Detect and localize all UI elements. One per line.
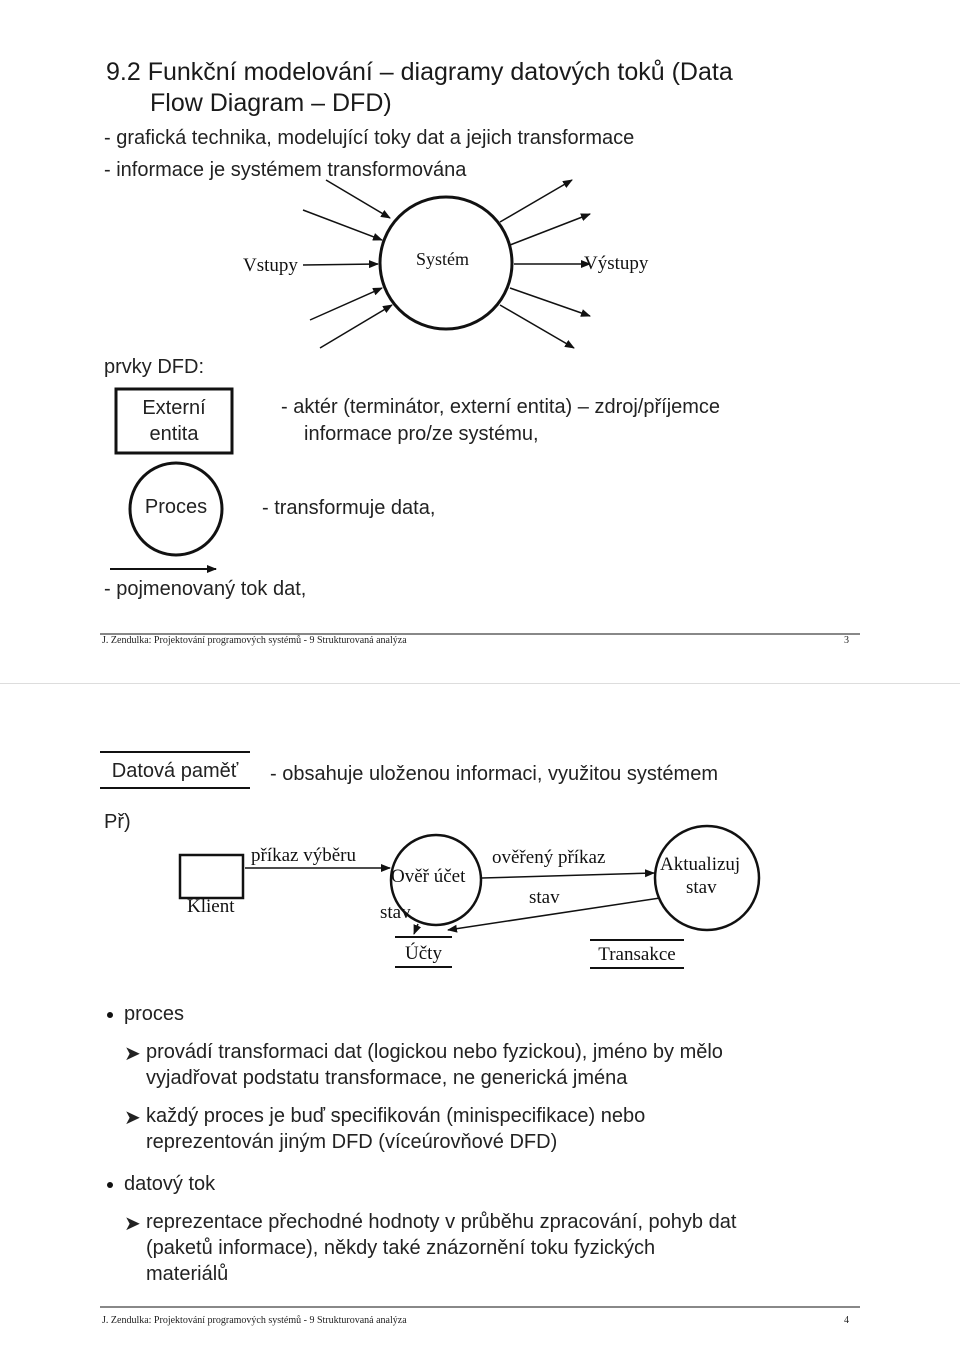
dataflow-heading: datový tok — [124, 1173, 216, 1195]
process-desc: - transformuje data, — [262, 497, 436, 519]
external-entity-line1: Externí — [142, 397, 206, 419]
footer-text-1: J. Zendulka: Projektování programových systémů - 9 Strukturovaná analýza — [102, 635, 407, 646]
external-entity-desc-2: informace pro/ze systému, — [304, 423, 539, 445]
page-number-2: 4 — [844, 1315, 849, 1326]
accounts-store-label: Účty — [405, 943, 442, 964]
flow-select-cmd-label: příkaz výběru — [251, 845, 356, 866]
process-heading: proces — [124, 1003, 185, 1025]
data-store-label: Datová paměť — [111, 760, 239, 782]
example-heading: Př) — [104, 811, 131, 833]
arrow-bullet-icon: ➤ — [124, 1213, 141, 1235]
dataflow-point-1-line2: (paketů informace), někdy také znázornění toku fyzických — [146, 1237, 656, 1259]
client-box — [180, 855, 243, 898]
output-arrows — [500, 180, 590, 348]
bullet-dot-dataflow — [107, 1182, 113, 1188]
flow-desc: - pojmenovaný tok dat, — [104, 578, 307, 600]
flow-verified-cmd-arrow — [482, 873, 654, 878]
dataflow-point-1-line1: reprezentace přechodné hodnoty v průběhu zpracování, pohyb dat — [146, 1211, 737, 1233]
flow-state-2-label: stav — [529, 887, 560, 908]
system-label: Systém — [416, 249, 470, 269]
process-point-2-line1: každý proces je buď specifikován (minispecifikace) nebo — [146, 1105, 646, 1127]
dataflow-point-1-line3: materiálů — [146, 1263, 229, 1285]
external-entity-desc-1: - aktér (terminátor, externí entita) – zdroj/příjemce — [281, 396, 721, 418]
flow-verified-cmd-label: ověřený příkaz — [492, 847, 606, 868]
process-label: Proces — [144, 496, 208, 518]
footer-text-2: J. Zendulka: Projektování programových systémů - 9 Strukturovaná analýza — [102, 1315, 407, 1326]
page-number-1: 3 — [844, 635, 849, 646]
client-label: Klient — [187, 896, 235, 917]
external-entity-line2: entita — [149, 423, 199, 445]
elements-heading: prvky DFD: — [104, 356, 204, 378]
verify-process-label: Ověř účet — [391, 866, 466, 887]
update-process-label-2: stav — [686, 877, 717, 898]
page-title-line1: 9.2 Funkční modelování – diagramy datových toků (Data — [106, 58, 733, 86]
bullet-dot-process — [107, 1012, 113, 1018]
intro-bullet-2: - informace je systémem transformována — [104, 159, 467, 181]
flow-state-1-label: stav — [380, 902, 411, 923]
transactions-store-label: Transakce — [598, 944, 676, 965]
outputs-label: Výstupy — [584, 253, 649, 274]
process-point-2-line2: reprezentován jiným DFD (víceúrovňové DFD) — [146, 1131, 558, 1153]
arrow-bullet-icon: ➤ — [124, 1043, 141, 1065]
data-store-desc: - obsahuje uloženou informaci, využitou systémem — [270, 763, 718, 785]
flow-state-1-arrow — [414, 924, 418, 934]
arrow-bullet-icon: ➤ — [124, 1107, 141, 1129]
intro-bullet-1: - grafická technika, modelující toky dat a jejich transformace — [104, 127, 635, 149]
process-point-1-line1: provádí transformaci dat (logickou nebo fyzickou), jméno by mělo — [146, 1041, 723, 1063]
update-process-label-1: Aktualizuj — [660, 854, 741, 875]
page-separator — [0, 683, 960, 684]
page-title-line2: Flow Diagram – DFD) — [150, 89, 392, 117]
inputs-label: Vstupy — [243, 255, 298, 276]
process-point-1-line2: vyjadřovat podstatu transformace, ne generická jména — [146, 1067, 628, 1089]
